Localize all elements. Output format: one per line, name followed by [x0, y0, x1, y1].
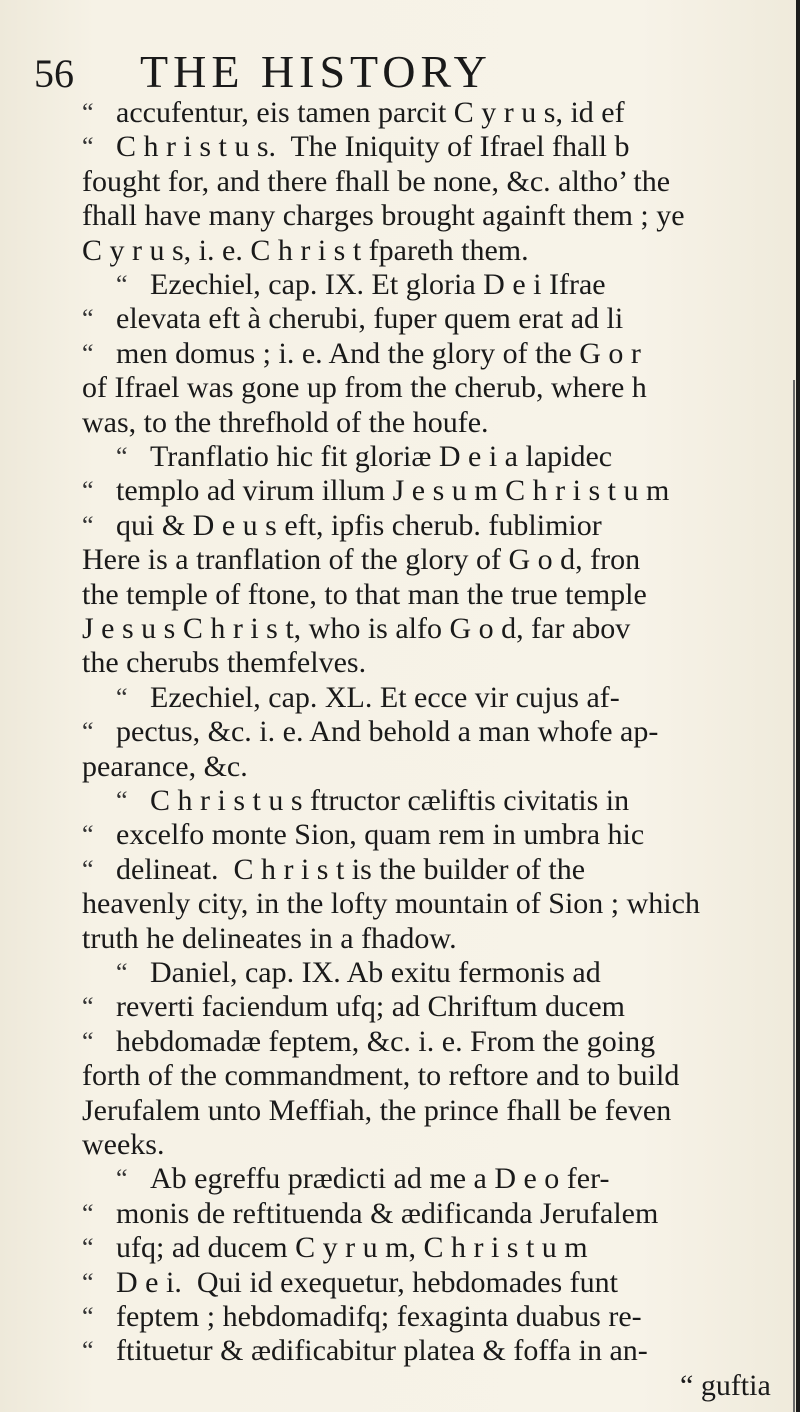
- line-text: C h r i s t u s. The Iniquity of Ifrael fhall b: [116, 130, 630, 164]
- line-text: Ezechiel, cap. XL. Et ecce vir cujus af-: [150, 680, 620, 714]
- quote-mark: “: [82, 338, 94, 368]
- line-text: weeks.: [82, 1128, 165, 1161]
- quote-mark: “: [116, 682, 128, 712]
- text-line: [0, 646, 800, 680]
- line-text: men domus ; i. e. And the glory of the G o r: [116, 336, 641, 370]
- line-text: Here is a tranflation of the glory of G o d, fron: [82, 543, 641, 577]
- text-line: [0, 612, 800, 646]
- line-text: J e s u s C h r i s t, who is alfo G o d, far abov: [82, 612, 631, 645]
- line-text: delineat. C h r i s t is the builder of the: [116, 852, 586, 886]
- line-text: templo ad virum illum J e s u m C h r i s t u m: [116, 474, 670, 508]
- line-text: Daniel, cap. IX. Ab exitu fermonis ad: [150, 956, 601, 989]
- line-text: qui & D e u s eft, ipfis cherub. fublimior: [116, 508, 602, 542]
- text-line: [0, 750, 800, 784]
- text-line: [0, 853, 800, 887]
- quote-mark: “: [82, 1302, 94, 1331]
- line-text: Ab egreffu prædicti ad me a D e o fer-: [150, 1162, 610, 1196]
- line-text: the cherubs themfelves.: [82, 646, 367, 680]
- text-line: [0, 956, 800, 990]
- line-text: fought for, and there fhall be none, &c. altho’ the: [82, 164, 671, 198]
- line-text: Jerufalem unto Meffiah, the prince fhall be feven: [82, 1093, 672, 1127]
- text-line: [0, 1162, 800, 1196]
- text-line: [0, 268, 800, 302]
- line-text: hebdomadæ feptem, &c. i. e. From the going: [116, 1024, 656, 1058]
- line-text: Tranflatio hic fit gloriæ D e i a lapidec: [150, 440, 613, 473]
- quote-mark: “: [82, 476, 94, 506]
- line-text: forth of the commandment, to reftore and to build: [82, 1059, 680, 1093]
- quote-mark: “: [116, 442, 128, 471]
- text-line: [0, 406, 800, 440]
- line-text: truth he delineates in a fhadow.: [82, 921, 457, 955]
- quote-mark: “: [116, 270, 128, 299]
- text-line: [0, 1094, 800, 1128]
- line-text: heavenly city, in the lofty mountain of Sion ; which: [82, 887, 700, 921]
- text-line: [0, 234, 800, 268]
- text-line: [0, 1369, 800, 1403]
- text-line: [0, 337, 800, 371]
- text-line: [0, 887, 800, 921]
- line-text: Ezechiel, cap. IX. Et gloria D e i Ifrae: [150, 268, 606, 301]
- text-line: [0, 1334, 800, 1368]
- page-number: 56: [34, 51, 74, 96]
- running-title: THE HISTORY: [140, 46, 492, 97]
- text-line: [0, 1025, 800, 1059]
- text-line: [0, 922, 800, 956]
- text-line: [0, 578, 800, 612]
- quote-mark: “: [82, 717, 94, 747]
- quote-mark: “: [82, 304, 94, 334]
- line-text: excelfo monte Sion, quam rem in umbra hic: [116, 818, 645, 852]
- line-text: monis de reftituenda & ædificanda Jerufalem: [116, 1196, 659, 1230]
- quote-mark: “: [82, 1233, 94, 1263]
- line-text: fhall have many charges brought againft them ; ye: [82, 199, 685, 233]
- quote-mark: “: [116, 786, 128, 815]
- quote-mark: “: [82, 1026, 94, 1056]
- text-line: [0, 784, 800, 818]
- text-line: [0, 1059, 800, 1093]
- line-text: elevata eft à cherubi, fuper quem erat ad li: [116, 302, 624, 336]
- quote-mark: “: [82, 854, 94, 884]
- line-text: pearance, &c.: [82, 749, 248, 783]
- text-line: [0, 818, 800, 852]
- text-line: [0, 96, 800, 130]
- line-text: feptem ; hebdomadifq; fexaginta duabus re-: [116, 1300, 642, 1333]
- text-line: [0, 199, 800, 233]
- page-edge-shadow: [796, 0, 800, 1412]
- quote-mark: “: [116, 1164, 128, 1194]
- text-line: [0, 302, 800, 336]
- line-text: “ guftia: [680, 1368, 771, 1402]
- text-line: [0, 474, 800, 508]
- quote-mark: “: [82, 820, 94, 850]
- line-text: reverti faciendum ufq; ad Chriftum ducem: [116, 990, 625, 1024]
- text-line: [0, 1128, 800, 1162]
- text-line: [0, 1300, 800, 1334]
- quote-mark: “: [82, 1198, 94, 1228]
- text-line: [0, 371, 800, 405]
- line-text: pectus, &c. i. e. And behold a man whofe ap-: [116, 715, 659, 749]
- quote-mark: “: [82, 1336, 94, 1366]
- line-text: C h r i s t u s ftructor cæliftis civitatis in: [150, 784, 630, 817]
- line-text: was, to the threfhold of the houfe.: [82, 405, 489, 439]
- text-line: [0, 509, 800, 543]
- line-text: D e i. Qui id exequetur, hebdomades funt: [116, 1265, 619, 1299]
- quote-mark: “: [82, 510, 94, 540]
- quote-mark: “: [116, 958, 128, 987]
- quote-mark: “: [82, 98, 94, 127]
- text-line: [0, 130, 800, 164]
- text-line: [0, 1231, 800, 1265]
- text-line: [0, 681, 800, 715]
- text-line: [0, 715, 800, 749]
- line-text: ufq; ad ducem C y r u m, C h r i s t u m: [116, 1231, 588, 1265]
- page-edge-line: [793, 380, 795, 1412]
- quote-mark: “: [82, 1267, 94, 1297]
- page-header: [0, 40, 800, 100]
- quote-mark: “: [82, 132, 94, 162]
- line-text: C y r u s, i. e. C h r i s t fpareth them.: [82, 233, 529, 267]
- text-line: [0, 543, 800, 577]
- line-text: of Ifrael was gone up from the cherub, where h: [82, 371, 647, 405]
- text-line: [0, 165, 800, 199]
- text-line: [0, 990, 800, 1024]
- text-line: [0, 1266, 800, 1300]
- line-text: accufentur, eis tamen parcit C y r u s, id ef: [116, 96, 625, 129]
- line-text: ftituetur & ædificabitur platea & foffa in an-: [116, 1334, 648, 1368]
- quote-mark: “: [82, 992, 94, 1022]
- text-line: [0, 1197, 800, 1231]
- text-line: [0, 440, 800, 474]
- line-text: the temple of ftone, to that man the true temple: [82, 577, 647, 611]
